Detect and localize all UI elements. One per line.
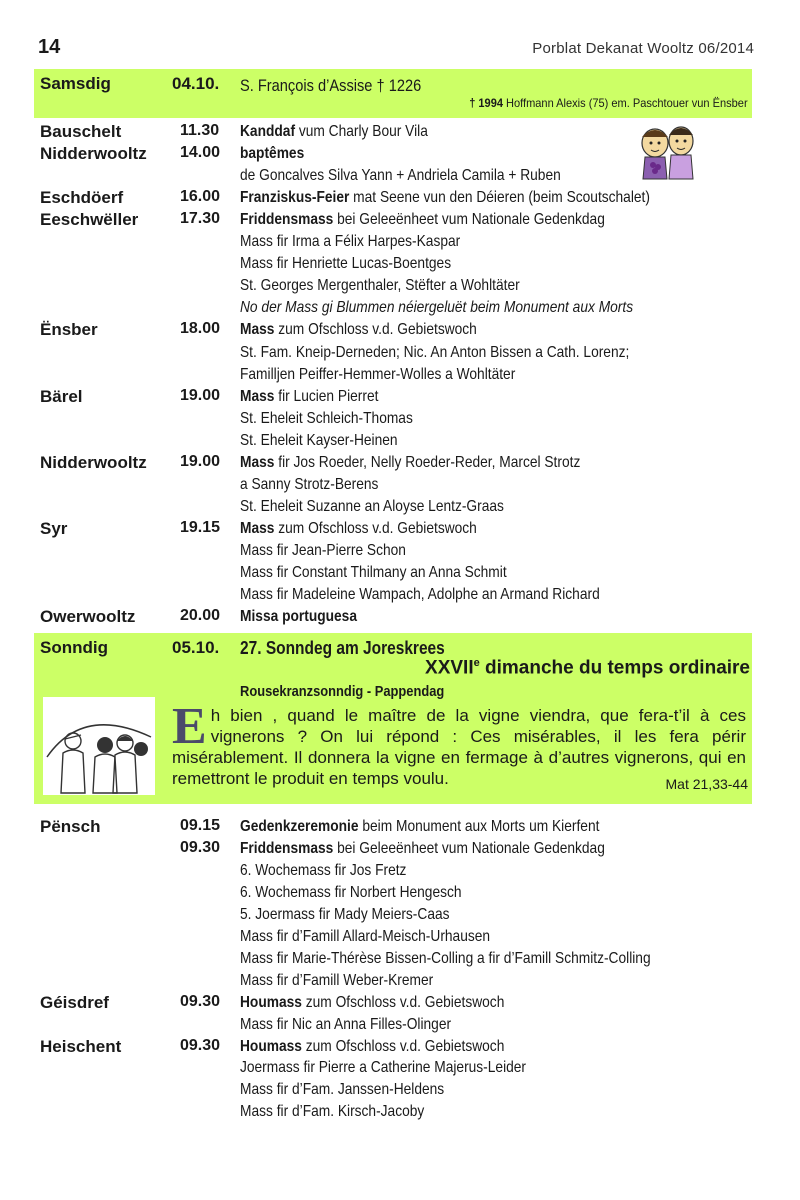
service-detail: 6. Wochemass fir Jos Fretz — [240, 861, 407, 879]
service-description — [240, 211, 605, 233]
service-detail: Joermass fir Pierre a Catherine Majerus-Leider — [240, 1059, 527, 1077]
service-time: 20.00 — [180, 607, 221, 625]
service-detail: St. Eheleit Suzanne an Aloyse Lentz-Graas — [240, 497, 504, 515]
service-description — [240, 586, 600, 608]
service-detail: No der Mass gi Blummen néiergeluët beim Monument aux Morts — [240, 299, 634, 317]
obituary-note — [470, 96, 748, 110]
service-time: 16.00 — [180, 188, 221, 206]
service-detail: Mass fir Madeleine Wampach, Adolphe an Armand Richard — [240, 586, 600, 604]
service-type: Houmass — [240, 993, 302, 1011]
service-detail: Mass fir d’Famill Weber-Kremer — [240, 971, 434, 989]
service-type: Mass — [240, 321, 275, 339]
service-detail: Mass fir d’Famill Allard-Meisch-Urhausen — [240, 927, 491, 945]
service-detail: Familljen Peiffer-Hemmer-Wolles a Wohltäter — [240, 365, 516, 383]
sunday-subtitle-rosary: Rousekranzsonndig - Pappendag — [240, 683, 445, 700]
service-detail: fir Lucien Pierret — [274, 387, 379, 405]
service-description — [240, 454, 580, 476]
service-time: 09.30 — [180, 1036, 221, 1054]
service-detail: de Goncalves Silva Yann + Andriela Camila + Ruben — [240, 167, 561, 185]
service-detail: St. Georges Mergenthaler, Stëfter a Wohltäter — [240, 277, 520, 295]
service-time: 18.00 — [180, 320, 221, 338]
location-name: Ënsber — [40, 320, 98, 340]
service-detail: Mass fir d’Fam. Janssen-Heldens — [240, 1081, 445, 1099]
service-description — [240, 840, 605, 862]
service-description — [240, 906, 450, 928]
service-type: Houmass — [240, 1037, 302, 1055]
service-type: Friddensmass — [240, 839, 334, 857]
service-detail: St. Eheleit Kayser-Heinen — [240, 431, 398, 449]
service-description — [240, 145, 304, 167]
service-description — [240, 189, 650, 211]
location-name: Eschdöerf — [40, 188, 124, 208]
obituary-text: Hoffmann Alexis (75) em. Paschtouer vun Ënsber — [506, 96, 748, 110]
location-name: Eeschwëller — [40, 210, 139, 230]
service-type: Gedenkzeremonie — [240, 818, 359, 835]
service-detail: beim Monument aux Morts um Kierfent — [358, 818, 600, 835]
location-name: Owerwooltz — [40, 607, 136, 627]
location-name: Pënsch — [40, 817, 101, 836]
service-type: Friddensmass — [240, 211, 334, 229]
service-description — [240, 818, 599, 840]
service-description — [240, 366, 515, 388]
service-detail: St. Eheleit Schleich-Thomas — [240, 409, 413, 427]
saturday-date: 04.10. — [172, 74, 220, 93]
children-with-grapes-illustration — [633, 121, 701, 183]
service-detail: mat Seene vun den Déieren (beim Scoutschalet) — [349, 189, 650, 207]
subtitle-roman: XXVII — [425, 657, 474, 679]
service-description — [240, 432, 398, 454]
service-time: 09.30 — [180, 992, 221, 1010]
service-description — [240, 1038, 504, 1060]
service-description — [240, 388, 378, 410]
subtitle-superscript: e — [473, 657, 480, 669]
service-description — [240, 994, 504, 1016]
location-name: Bärel — [40, 386, 83, 406]
service-detail: fir Jos Roeder, Nelly Roeder-Reder, Marcel Strotz — [274, 453, 581, 471]
service-description — [240, 520, 477, 542]
location-name: Nidderwooltz — [40, 144, 147, 164]
vineyard-workers-illustration — [43, 697, 155, 795]
service-detail: zum Ofschloss v.d. Gebietswoch — [301, 1037, 505, 1055]
service-type: Missa portuguesa — [240, 608, 357, 626]
location-name: Syr — [40, 518, 68, 538]
service-detail: zum Ofschloss v.d. Gebietswoch — [301, 993, 505, 1011]
service-detail: 6. Wochemass fir Norbert Hengesch — [240, 883, 462, 901]
service-type: Mass — [240, 453, 275, 471]
service-description — [240, 299, 633, 321]
service-detail: bei Geleeënheet vum Nationale Gedenkdag — [333, 839, 605, 857]
service-detail: Mass fir Henriette Lucas-Boentges — [240, 255, 452, 273]
sunday-french-subtitle — [425, 657, 750, 679]
service-detail: 5. Joermass fir Mady Meiers-Caas — [240, 905, 450, 923]
service-detail: Mass fir Nic an Anna Filles-Olinger — [240, 1015, 452, 1033]
service-description — [240, 498, 504, 520]
service-description — [240, 884, 462, 906]
service-type: baptêmes — [240, 145, 305, 163]
service-time: 14.00 — [180, 144, 221, 162]
service-description — [240, 972, 433, 994]
service-time: 19.15 — [180, 518, 221, 536]
subtitle-rest: dimanche du temps ordinaire — [479, 657, 750, 679]
obituary-year: † 1994 — [469, 96, 504, 110]
service-description — [240, 277, 520, 299]
service-detail: Mass fir Marie-Thérèse Bissen-Colling a fir d’Famill Schmitz-Colling — [240, 949, 651, 967]
service-time: 09.30 — [180, 838, 221, 856]
location-name: Heischent — [40, 1036, 122, 1056]
service-detail: bei Geleeënheet vum Nationale Gedenkdag — [333, 211, 605, 229]
location-name: Nidderwooltz — [40, 452, 147, 472]
service-description — [240, 542, 406, 564]
service-description — [240, 1016, 451, 1038]
sunday-liturgical-title: 27. Sonndeg am Joreskrees — [240, 638, 445, 658]
service-detail: a Sanny Strotz-Berens — [240, 475, 379, 493]
service-description — [240, 321, 477, 343]
service-description — [240, 476, 378, 498]
page-header — [38, 36, 754, 62]
saturday-feast-title: S. François d’Assise † 1226 — [240, 76, 422, 95]
service-description — [240, 862, 406, 884]
gospel-quote — [172, 698, 746, 789]
service-description — [240, 255, 451, 277]
service-time: 17.30 — [180, 210, 221, 228]
service-detail: zum Ofschloss v.d. Gebietswoch — [274, 321, 477, 339]
service-type: Kanddaf — [240, 123, 296, 140]
service-time: 19.00 — [180, 452, 221, 470]
service-description — [240, 233, 460, 255]
quote-reference: Mat 21,33-44 — [665, 776, 748, 792]
quote-text: h bien , quand le maître de la vigne viendra, que fera-t’il à ces vignerons ? On lui répond : Ces misérables, il les fera périr misérablement. Il donnera la vigne en fermage à d’autres vignerons, qui en remettront le produit en temps voulu. — [172, 706, 746, 788]
service-detail: vum Charly Bour Vila — [295, 123, 428, 140]
service-description — [240, 564, 507, 586]
service-detail: Mass fir Jean-Pierre Schon — [240, 541, 406, 559]
sunday-day-label: Sonndig — [40, 638, 108, 657]
service-description — [240, 344, 629, 366]
service-time: 19.00 — [180, 386, 221, 404]
service-description — [240, 950, 651, 972]
service-detail: zum Ofschloss v.d. Gebietswoch — [274, 519, 477, 537]
location-name: Bauschelt — [40, 122, 122, 141]
quote-drop-cap: E — [172, 698, 207, 755]
sunday-date: 05.10. — [172, 638, 220, 657]
location-name: Géisdref — [40, 992, 109, 1012]
service-detail: Mass fir d’Fam. Kirsch-Jacoby — [240, 1103, 425, 1121]
service-description — [240, 167, 561, 189]
service-description — [240, 1081, 444, 1103]
page-number: 14 — [38, 36, 61, 58]
service-type: Mass — [240, 387, 275, 405]
service-description — [240, 1103, 424, 1125]
service-detail: Mass fir Irma a Félix Harpes-Kaspar — [240, 233, 461, 251]
service-description — [240, 608, 357, 630]
service-type: Mass — [240, 519, 275, 537]
service-detail: Mass fir Constant Thilmany an Anna Schmit — [240, 564, 507, 581]
service-time: 09.15 — [180, 817, 221, 834]
service-time: 11.30 — [180, 122, 220, 139]
service-description — [240, 123, 428, 145]
service-description — [240, 1059, 526, 1081]
service-description — [240, 928, 490, 950]
service-description — [240, 410, 413, 432]
service-detail: St. Fam. Kneip-Derneden; Nic. An Anton Bissen a Cath. Lorenz; — [240, 343, 630, 361]
publication-title: Porblat Dekanat Wooltz 06/2014 — [532, 40, 754, 57]
service-type: Franziskus-Feier — [240, 189, 350, 207]
saturday-day-label: Samsdig — [40, 74, 111, 93]
